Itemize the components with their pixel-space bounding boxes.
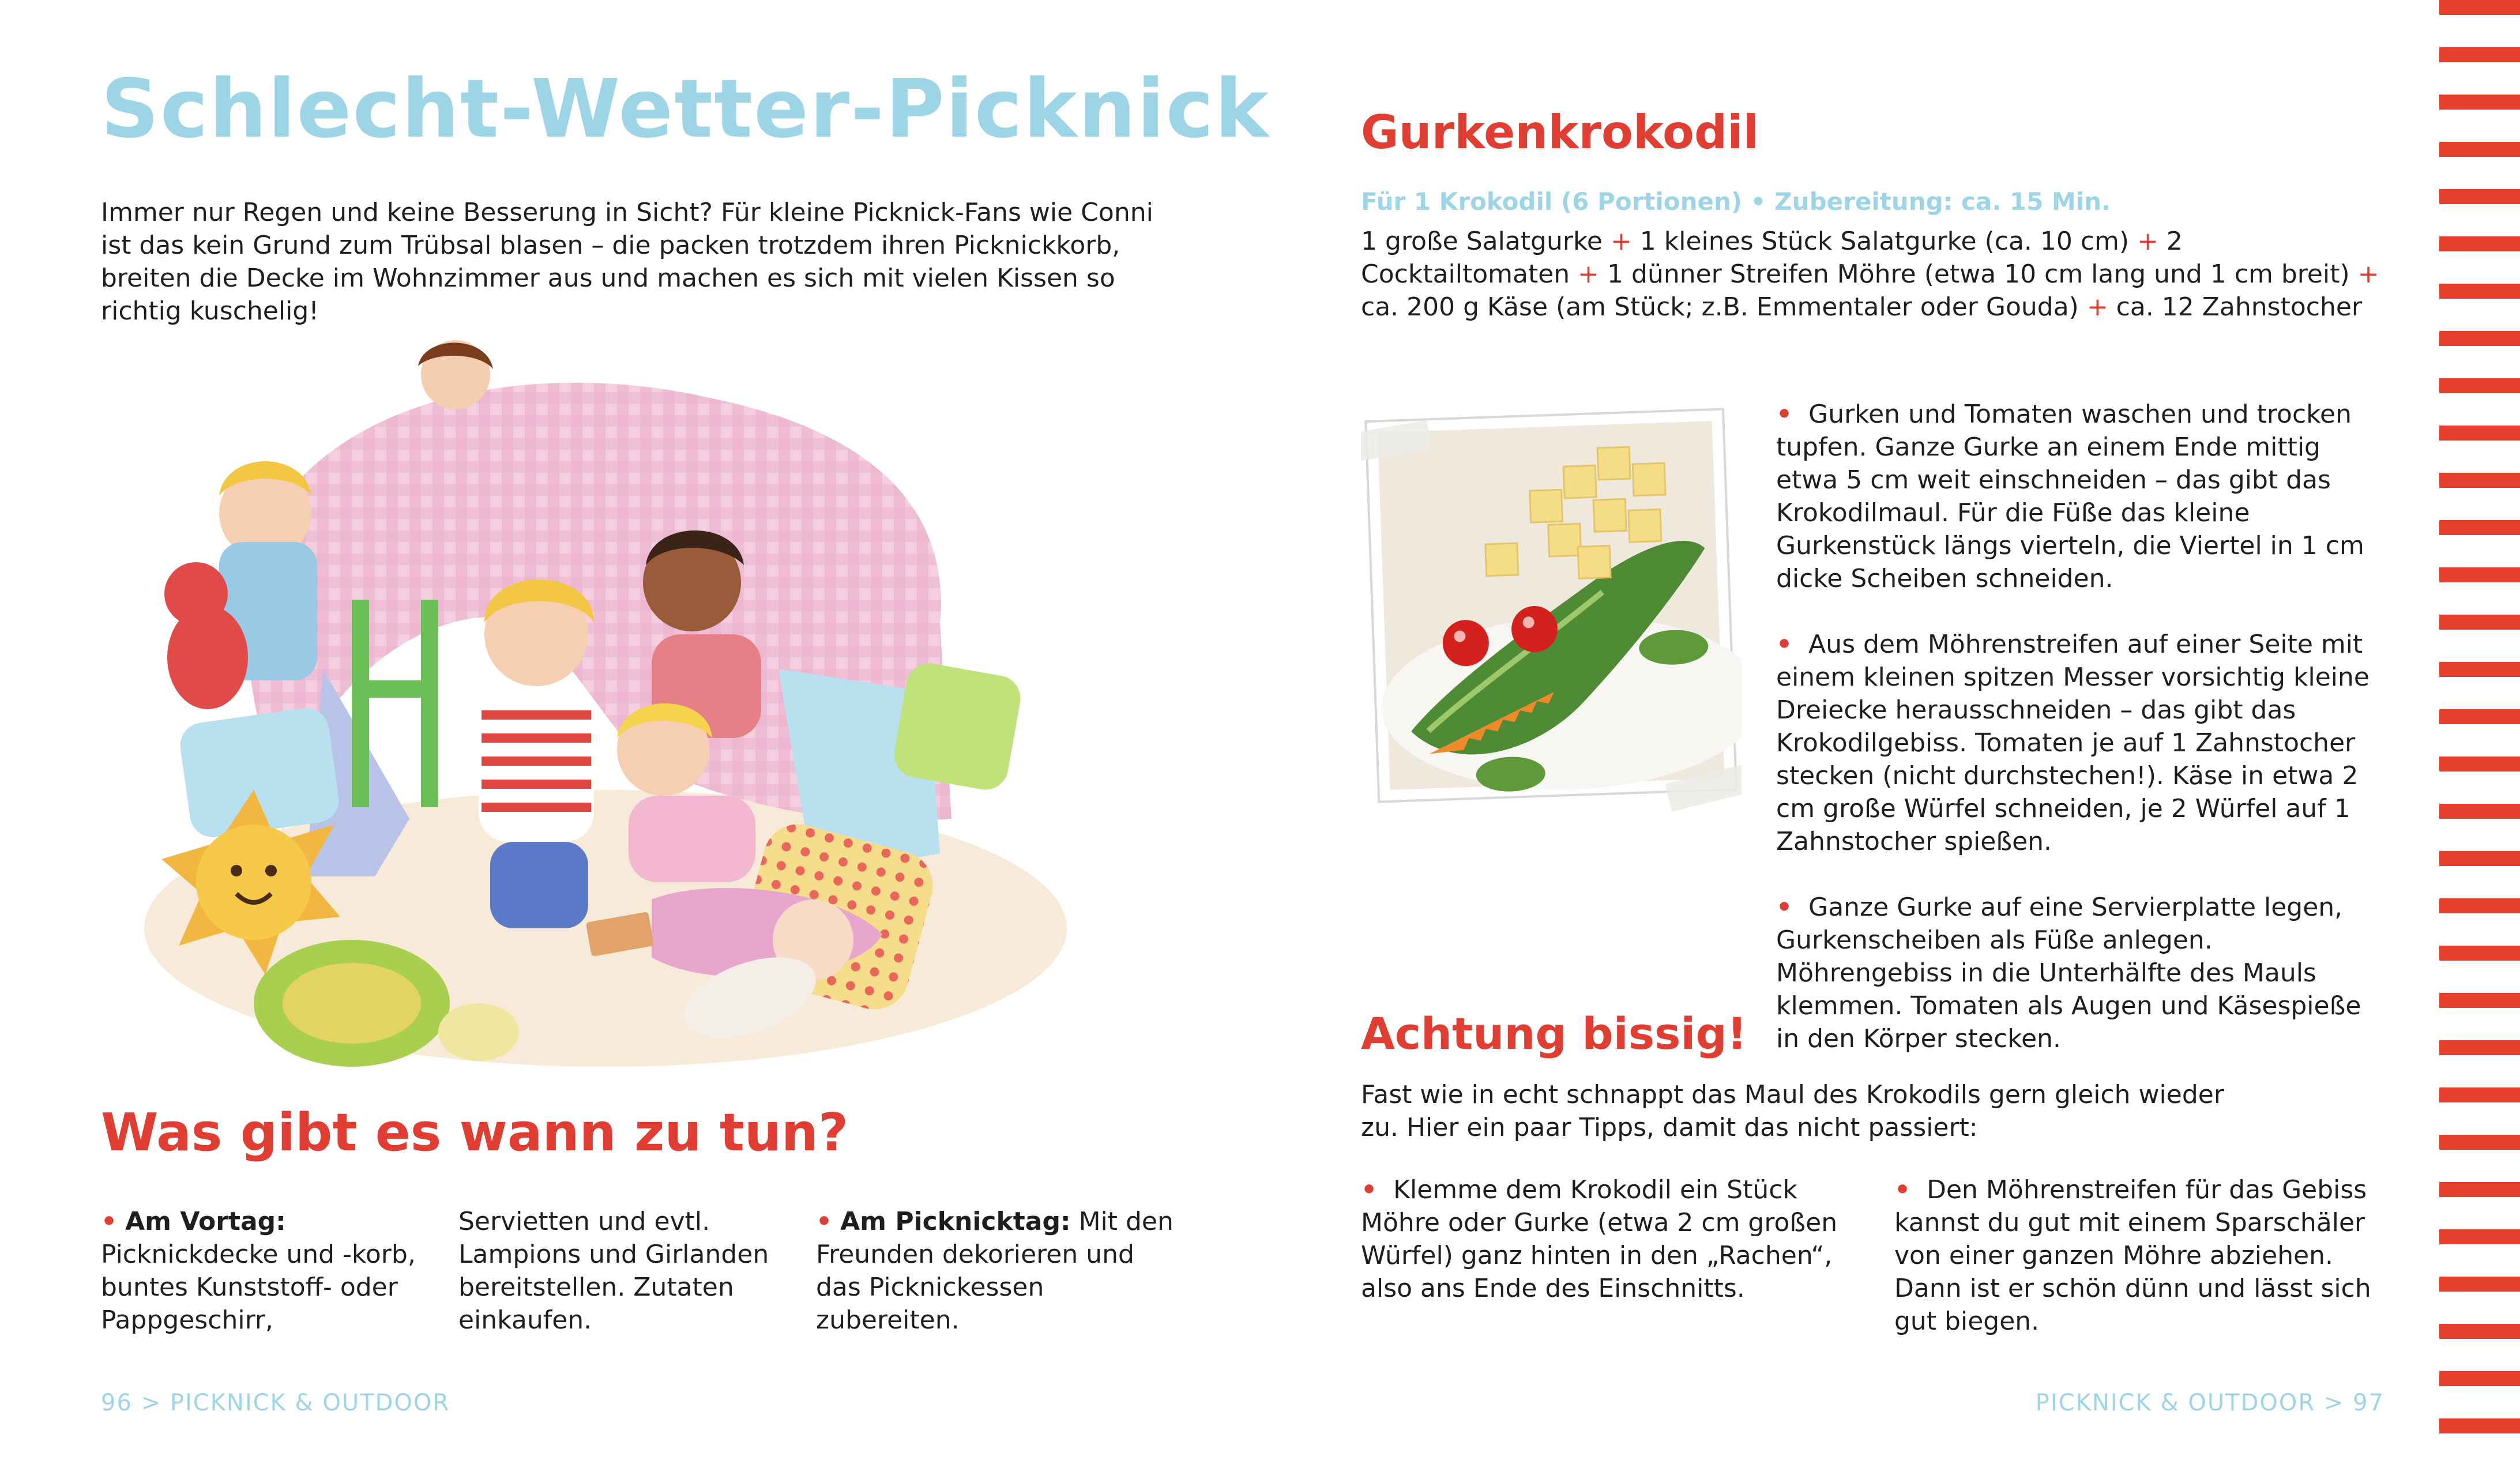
page-number-left: 96 [101, 1390, 133, 1416]
footer-separator: > [141, 1390, 162, 1416]
step-2 [1776, 628, 2376, 858]
ingredient-1: 1 große Salatgurke [1361, 227, 1611, 256]
page-title: Schlecht-Wetter-Picknick [101, 62, 1270, 156]
footer-left [101, 1390, 450, 1416]
ingredient-5: ca. 200 g Käse (am Stück; z.B. Emmentaler oder Gouda) [1361, 292, 2087, 322]
tip-1-text: Klemme dem Krokodil ein Stück Möhre oder Gurke (etwa 2 cm großen Würfel) ganz hinten in den „Rachen“, also ans Ende des Einschnitts. [1361, 1175, 1838, 1303]
plus-sign: + [2086, 292, 2108, 322]
bullet: • [101, 1207, 118, 1236]
bullet: • [1361, 1175, 1378, 1205]
tip-1 [1361, 1173, 1857, 1305]
plus-sign: + [1610, 227, 1632, 256]
bullet: • [1776, 630, 1793, 659]
decorative-stripes [2439, 0, 2520, 1464]
plus-sign: + [2357, 259, 2379, 289]
todo-column-2: Servietten und evtl. Lampions und Girlanden bereitstellen. Zutaten einkaufen. [458, 1207, 769, 1335]
ingredient-2: 1 kleines Stück Salatgurke (ca. 10 cm) [1631, 227, 2138, 256]
plus-sign: + [2137, 227, 2158, 256]
recipe-steps [1776, 398, 2376, 1088]
page-number-right: 97 [2353, 1390, 2384, 1416]
bullet: • [1776, 400, 1793, 429]
bullet: • [1894, 1175, 1911, 1205]
tip-2-text: Den Möhrenstreifen für das Gebiss kannst du gut mit einem Sparschäler von einer ganzen Möhre abziehen. Dann ist er schön dünn und lässt sich gut biegen. [1894, 1175, 2371, 1336]
ingredient-3: 2 Cocktailtomaten [1361, 227, 2183, 289]
tips-title: Achtung bissig! [1361, 1008, 1747, 1059]
todo-vortag-text: Picknickdecke und -korb, buntes Kunststoff- oder Pappgeschirr, [101, 1240, 416, 1335]
crocodile-photo [1361, 404, 1742, 819]
todo-vortag-label: Am Vortag: [125, 1207, 286, 1236]
footer-section-right: PICKNICK & OUTDOOR [2035, 1390, 2316, 1416]
todo-picknicktag-label: Am Picknicktag: [840, 1207, 1071, 1236]
intro-paragraph: Immer nur Regen und keine Besserung in Sicht? Für kleine Picknick-Fans wie Conni ist das kein Grund zum Trübsal blasen – die packen trotzdem ihren Picknickkorb, breiten die Decke im Wohnzimmer aus und machen es sich mit vielen Kissen so richtig kuschelig! [101, 198, 1153, 326]
recipe-title: Gurkenkrokodil [1361, 106, 1759, 159]
todo-picknicktag-text: Mit den Freunden dekorieren und das Picknickessen zubereiten. [816, 1207, 1174, 1335]
step-1-text: Gurken und Tomaten waschen und trocken tupfen. Ganze Gurke an einem Ende mittig etwa 5 cm weit einschneiden – das gibt das Krokodilmaul. Für die Füße das kleine Gurkenstück längs vierteln, die Viertel in 1 cm dicke Scheiben schneiden. [1776, 400, 2364, 593]
todo-picknicktag [816, 1205, 1174, 1337]
bullet: • [1776, 893, 1793, 922]
ingredient-4: 1 dünner Streifen Möhre (etwa 10 cm lang und 1 cm breit) [1599, 259, 2358, 289]
section-title-todo: Was gibt es wann zu tun? [101, 1102, 849, 1163]
step-2-text: Aus dem Möhrenstreifen auf einer Seite mit einem kleinen spitzen Messer vorsichtig kleine Dreiecke herausschneiden – das gibt das Krokodilgebiss. Tomaten je auf 1 Zahnstocher stecken (nicht durchstechen!). Käse in etwa 2 cm große Würfel schneiden, je 2 Würfel auf 1 Zahnstocher spießen. [1776, 630, 2369, 856]
children-blanket-illustration [133, 323, 1078, 1107]
plus-sign: + [1578, 259, 1600, 289]
tip-2 [1894, 1173, 2390, 1338]
footer-right [2036, 1390, 2384, 1416]
ingredients-list [1361, 225, 2399, 323]
tips-intro: Fast wie in echt schnappt das Maul des Krokodils gern gleich wieder zu. Hier ein paar Tipps, damit das nicht passiert: [1361, 1080, 2224, 1142]
step-3-text: Ganze Gurke auf eine Servierplatte legen, Gurkenscheiben als Füße anlegen. Möhrengebiss in die Unterhälfte des Mauls klemmen. Tomaten als Augen und Käsespieße in den Körper stecken. [1776, 893, 2361, 1053]
footer-section-left: PICKNICK & OUTDOOR [170, 1390, 450, 1416]
recipe-meta: Für 1 Krokodil (6 Portionen) • Zubereitung: ca. 15 Min. [1361, 187, 2111, 216]
step-3 [1776, 891, 2376, 1055]
step-1 [1776, 398, 2376, 595]
ingredient-6: ca. 12 Zahnstocher [2108, 292, 2362, 322]
footer-separator: > [2323, 1390, 2345, 1416]
bullet: • [816, 1207, 833, 1236]
todo-vortag [101, 1205, 447, 1337]
